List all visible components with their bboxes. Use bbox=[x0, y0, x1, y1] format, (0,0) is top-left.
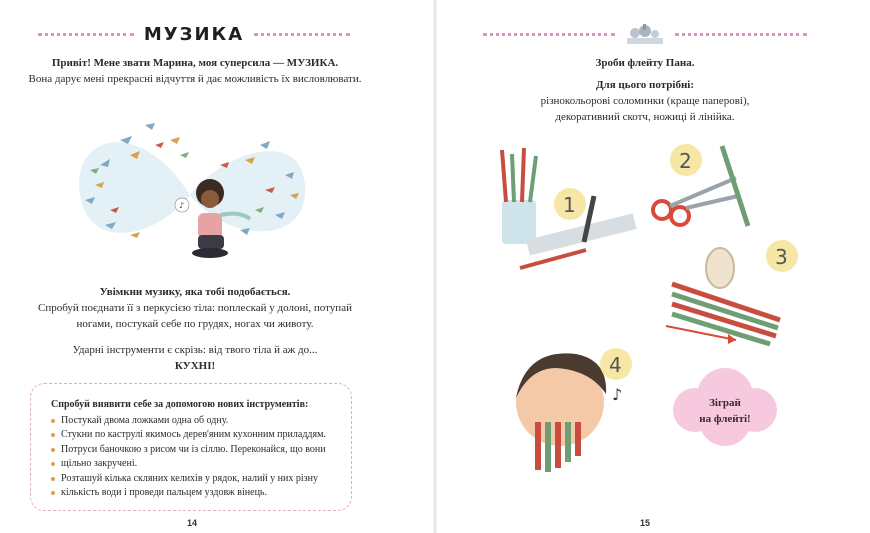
kitchen-text bbox=[0, 342, 390, 374]
block3-line-1: Ударні інструменти є скрізь: від твого тіла й аж до... bbox=[72, 344, 318, 356]
title-row bbox=[28, 22, 360, 46]
dotted-divider-left bbox=[483, 33, 615, 36]
materials-text bbox=[470, 77, 820, 125]
intro-line-1: Привіт! Мене звати Марина, моя суперсила — МУЗИКА. bbox=[51, 57, 339, 69]
step-1-number: 1 bbox=[563, 193, 576, 217]
step-3-number: 3 bbox=[775, 245, 788, 269]
cloud-line-1: Зіграй bbox=[709, 397, 741, 409]
right-page bbox=[435, 0, 870, 533]
svg-text:♪: ♪ bbox=[179, 201, 185, 210]
tip-item: Розташуй кілька скляних келихів у рядок, налий у них різну bbox=[51, 472, 335, 487]
step-4-number: 4 bbox=[609, 353, 622, 377]
tips-heading: Спробуй виявити себе за допомогою нових інструментів: bbox=[51, 399, 309, 410]
tip-item: Постукай двома ложками одна об одну. bbox=[51, 414, 335, 429]
cloud-caption bbox=[665, 395, 785, 427]
tip-item-continued: щільно закручені. bbox=[51, 457, 335, 472]
block2-line-3: ногами, постукай себе по грудях, ногах чи животу. bbox=[76, 318, 314, 330]
dotted-divider-right bbox=[254, 33, 350, 36]
tip-item: Стукни по каструлі якимось дерев'яним кухонним приладдям. bbox=[51, 428, 335, 443]
step-2-number: 2 bbox=[679, 149, 692, 173]
svg-text:♪: ♪ bbox=[612, 385, 623, 404]
dotted-divider-right bbox=[675, 33, 807, 36]
instruments-tips-box bbox=[30, 383, 352, 511]
block2-line-1: Увімкни музику, яка тобі подобається. bbox=[99, 286, 291, 298]
animals-decoration-icon bbox=[623, 22, 667, 46]
intro-line-2: Вона дарує мені прекрасні відчуття й дає можливість їх висловлювати. bbox=[28, 73, 362, 85]
page-title: МУЗИКА bbox=[143, 23, 245, 45]
intro-text bbox=[0, 55, 390, 87]
materials-line-2: декоративний скотч, ножиці й лінійка. bbox=[555, 111, 735, 123]
dotted-divider-left bbox=[38, 33, 134, 36]
body-percussion-text bbox=[0, 284, 390, 332]
materials-line-1: різнокольорові соломинки (краще паперові), bbox=[540, 95, 750, 107]
tip-item: Потруси баночкою з рисом чи із сіллю. Переконайся, що вони bbox=[51, 443, 335, 458]
pan-flute-title: Зроби флейту Пана. bbox=[595, 57, 695, 69]
right-header-row bbox=[475, 22, 815, 46]
block2-line-2: Спробуй поєднати її з перкусією тіла: поплескай у долоні, потупай bbox=[38, 302, 352, 314]
tips-list bbox=[51, 414, 335, 501]
cloud-line-2: на флейті! bbox=[699, 413, 751, 425]
girl-with-birds-illustration bbox=[60, 95, 320, 275]
materials-heading: Для цього потрібні: bbox=[595, 79, 695, 91]
tip-item-continued: кількість води і проведи пальцем уздовж вінець. bbox=[51, 486, 335, 501]
page-number-right: 15 bbox=[640, 518, 651, 528]
block3-line-2: КУХНІ! bbox=[174, 360, 216, 372]
page-number-left: 14 bbox=[187, 518, 198, 528]
